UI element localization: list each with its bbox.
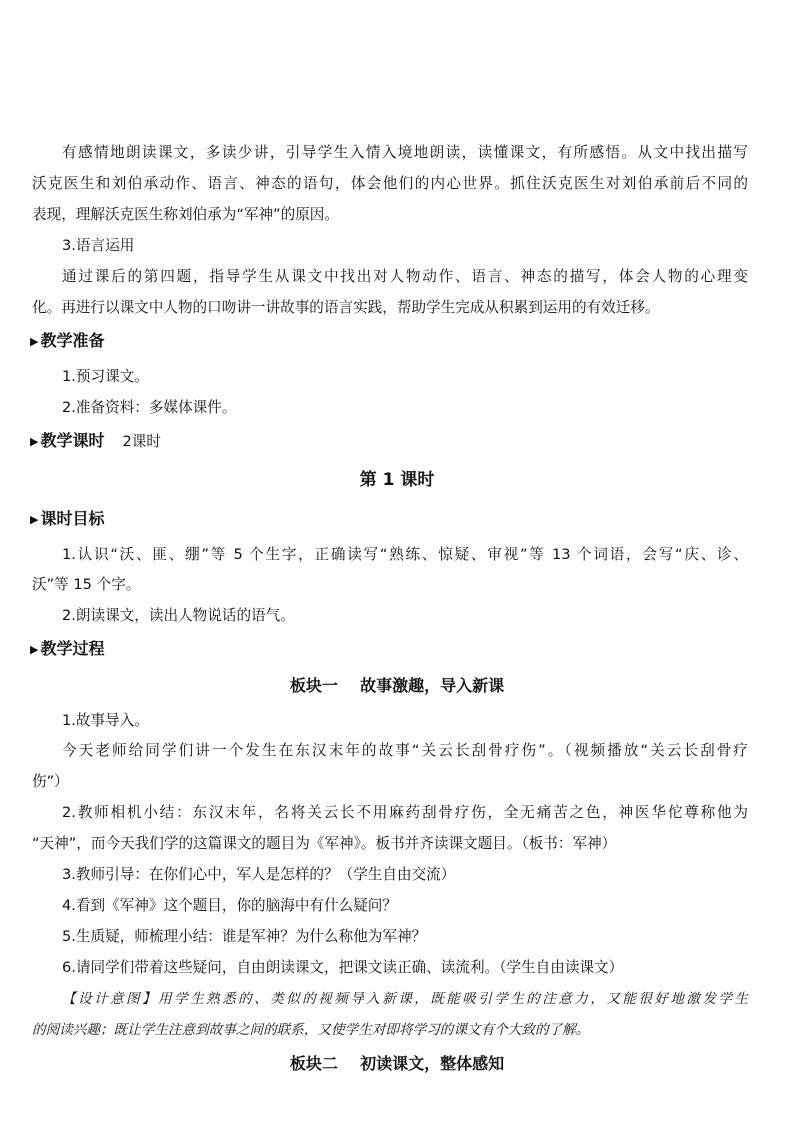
paragraph-line: 沃克医生和刘伯承动作、语言、神态的语句，体会他们的内心世界。抓住沃克医生对刘伯承前后不同的 <box>32 175 748 192</box>
paragraph-line: 有感情地朗读课文，多读少讲，引导学生入情入境地朗读，读懂课文，有所感悟。从文中找出描写 <box>62 144 748 161</box>
lesson-title: 第 1 课时 <box>359 470 435 490</box>
paragraph-line: 今天老师给同学们讲一个发生在东汉末年的故事“关云长刮骨疗伤”。（视频播放“关云长刮骨疗 <box>62 742 748 759</box>
section-heading-hours: ▶ 教学课时 2课时 <box>30 431 161 450</box>
block-title: 板块一 故事激趣，导入新课 <box>289 676 505 695</box>
triangle-bullet-icon: ▶ <box>30 335 39 348</box>
list-item: 2.朗读课文，读出人物说话的语气。 <box>62 607 295 624</box>
list-item: 6.请同学们带着这些疑问，自由朗读课文，把课文读正确、读流利。（学生自由读课文） <box>62 959 624 976</box>
triangle-bullet-icon: ▶ <box>30 435 39 448</box>
list-item-cont: 沃”等 15 个字。 <box>32 576 141 593</box>
section-heading-prep: ▶ 教学准备 <box>30 331 105 350</box>
block-title: 板块二 初读课文，整体感知 <box>289 1054 505 1073</box>
list-item: 4.看到《军神》这个题目，你的脑海中有什么疑问？ <box>62 897 397 914</box>
paragraph-line: 化。再进行以课文中人物的口吻讲一讲故事的语言实践，帮助学生完成从积累到运用的有效迁移。 <box>32 299 660 316</box>
triangle-bullet-icon: ▶ <box>30 513 39 526</box>
hours-value: 2课时 <box>122 433 161 450</box>
triangle-bullet-icon: ▶ <box>30 643 39 656</box>
paragraph-line: 通过课后的第四题，指导学生从课文中找出对人物动作、语言、神态的描写，体会人物的心理变 <box>62 268 748 285</box>
list-item: 2.教师相机小结：东汉末年，名将关云长不用麻药刮骨疗伤，全无痛苦之色，神医华佗尊称他为 <box>62 804 748 821</box>
section-heading-goals: ▶ 课时目标 <box>30 509 105 528</box>
design-intent-line: 【设计意图】用学生熟悉的、类似的视频导入新课，既能吸引学生的注意力，又能很好地激发学生 <box>62 991 748 1007</box>
list-item: 1.认识“沃、匪、绷”等 5 个生字，正确读写“熟练、惊疑、审视”等 13 个词语，会写“庆、诊、 <box>62 546 748 563</box>
subsection-label: 3.语言运用 <box>62 237 135 254</box>
paragraph-line: 伤”） <box>32 773 69 790</box>
list-item: 1.故事导入。 <box>62 712 149 729</box>
paragraph-line: 表现，理解沃克医生称刘伯承为“军神”的原因。 <box>32 206 339 223</box>
list-item: 2.准备资料：多媒体课件。 <box>62 399 237 416</box>
list-item: 1.预习课文。 <box>62 368 149 385</box>
section-heading-process: ▶ 教学过程 <box>30 639 105 658</box>
list-item: 3.教师引导：在你们心中，军人是怎样的？（学生自由交流） <box>62 866 456 883</box>
list-item-cont: “天神”，而今天我们学的这篇课文的题目为《军神》。板书并齐读课文题目。（板书：军神） <box>32 835 617 852</box>
list-item: 5.生质疑，师梳理小结：谁是军神？为什么称他为军神？ <box>62 928 427 945</box>
design-intent-line: 的阅读兴趣；既让学生注意到故事之间的联系，又使学生对即将学习的课文有个大致的了解。 <box>32 1022 590 1038</box>
